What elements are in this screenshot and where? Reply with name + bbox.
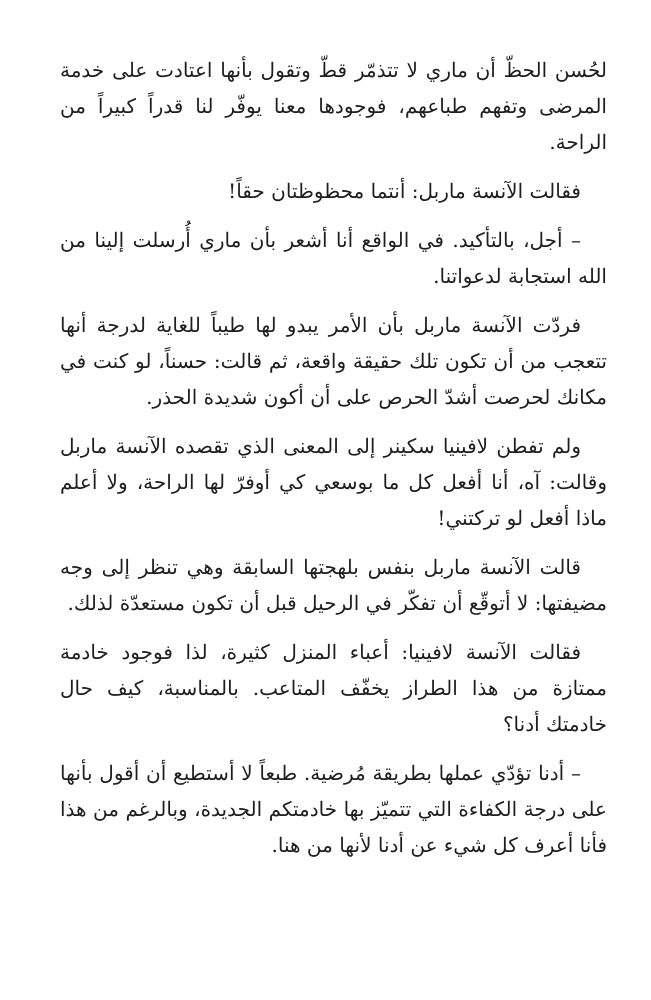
paragraph-4: فردّت الآنسة ماربل بأن الأمر يبدو لها طيباً للغاية لدرجة أنها تتعجب من أن تكون تلك حقيقة واقعة، ثم قالت: حسناً، لو كنت في مكانك لحرصت أشدّ الحرص على أن أكون شديدة الحذر. <box>60 313 607 409</box>
paragraph-3: – أجل، بالتأكيد. في الواقع أنا أشعر بأن ماري أُرسلت إلينا من الله استجابة لدعواتنا. <box>60 228 607 288</box>
paragraph-1: لحُسن الحظّ أن ماري لا تتذمّر قطّ وتقول بأنها اعتادت على خدمة المرضى وتفهم طباعهم، فوجودها معنا يوفّر لنا قدراً كبيراً من الراحة. <box>60 58 607 154</box>
paragraph-6: قالت الآنسة ماربل بنفس بلهجتها السابقة وهي تنظر إلى وجه مضيفتها: لا أتوقّع أن تفكّر في الرحيل قبل أن تكون مستعدّة لذلك. <box>60 555 607 615</box>
paragraph-5: ولم تفطن لافينيا سكينر إلى المعنى الذي تقصده الآنسة ماربل وقالت: آه، أنا أفعل كل ما بوسعي كي أوفرّ لها الراحة، ولا أعلم ماذا أفعل لو تركتني! <box>60 434 607 530</box>
paragraph-8: – أدنا تؤدّي عملها بطريقة مُرضية. طبعاً لا أستطيع أن أقول بأنها على درجة الكفاءة التي تتميّز بها خادمتكم الجديدة، وبالرغم من هذا فأنا أعرف كل شيء عن أدنا لأنها من هنا. <box>60 761 607 857</box>
paragraph-2: فقالت الآنسة ماربل: أنتما محظوظتان حقاً! <box>228 179 581 203</box>
paragraph-7: فقالت الآنسة لافينيا: أعباء المنزل كثيرة، لذا فوجود خادمة ممتازة من هذا الطراز يخفّف المتاعب. بالمناسبة، كيف حال خادمتك أدنا؟ <box>60 640 607 736</box>
